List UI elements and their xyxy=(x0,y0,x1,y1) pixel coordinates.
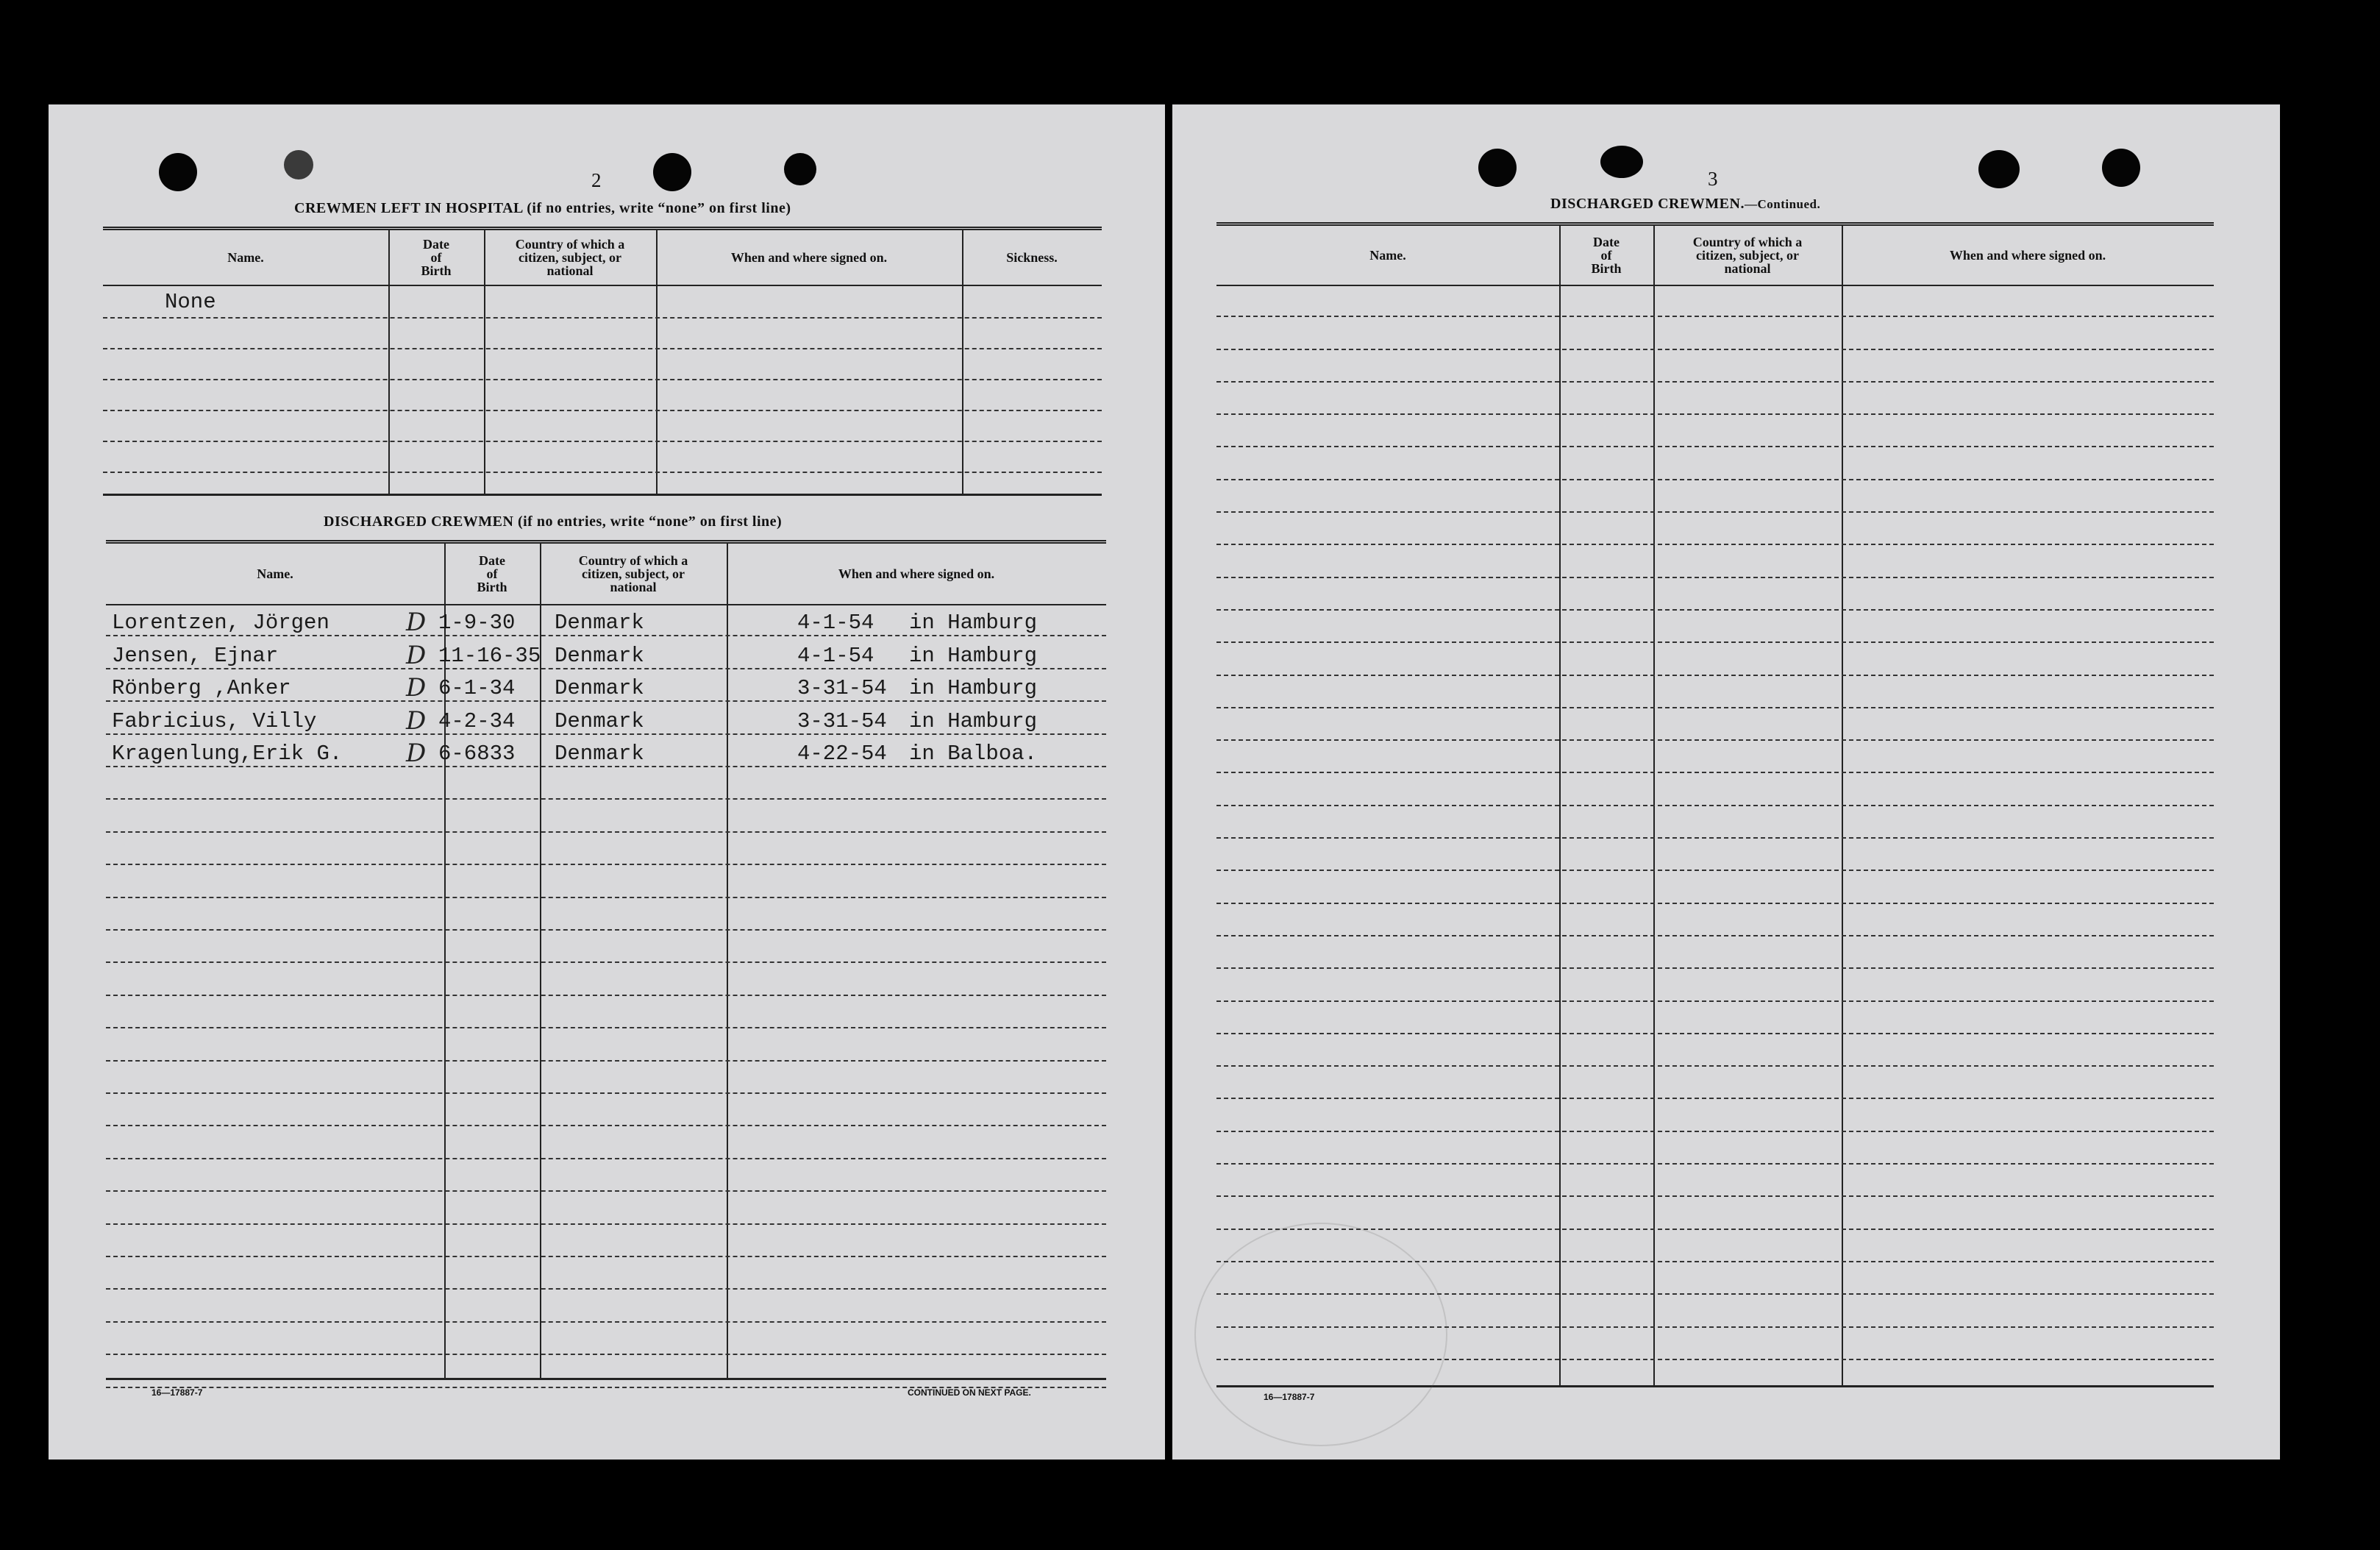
header-sickness: Sickness. xyxy=(1006,250,1058,265)
header-dob: Date of Birth xyxy=(477,553,507,594)
hospital-title: CREWMEN LEFT IN HOSPITAL xyxy=(294,200,523,216)
table-row xyxy=(106,833,1106,865)
continued-title: DISCHARGED CREWMEN. xyxy=(1550,196,1745,212)
table-row xyxy=(1216,741,2214,773)
cell-date: 3-31-54 xyxy=(797,676,887,701)
cell-place: in Hamburg xyxy=(909,611,1038,636)
table-row xyxy=(106,996,1106,1028)
table-row xyxy=(1216,513,2214,545)
punch-hole xyxy=(1600,146,1643,178)
cell-name: Fabricius, Villy xyxy=(112,708,317,733)
table-row xyxy=(1216,774,2214,806)
table-row xyxy=(1216,545,2214,577)
header-country: Country of which a citizen, subject, or national xyxy=(1692,235,1803,276)
cell-dob: 6-6833 xyxy=(438,741,516,766)
table-row xyxy=(106,1062,1106,1094)
table-row xyxy=(1216,317,2214,349)
table-row xyxy=(1216,708,2214,741)
table-row xyxy=(106,1323,1106,1355)
continued-note: CONTINUED ON NEXT PAGE. xyxy=(908,1387,1031,1398)
cell-name: Rönberg ,Anker xyxy=(112,676,291,701)
punch-hole xyxy=(1978,150,2020,188)
left-page xyxy=(49,104,1165,1460)
cell-country: Denmark xyxy=(555,741,644,766)
cell-date: 4-22-54 xyxy=(797,741,887,766)
table-row xyxy=(106,865,1106,897)
faded-stamp xyxy=(1194,1223,1447,1446)
cell-dob: 6-1-34 xyxy=(438,676,516,701)
table-row xyxy=(106,604,1106,636)
table-row xyxy=(1216,415,2214,447)
table-row xyxy=(103,319,1102,349)
hospital-table xyxy=(103,227,1102,496)
table-row xyxy=(106,669,1106,702)
table-row xyxy=(103,411,1102,442)
table-row xyxy=(1216,1034,2214,1067)
cell-date: 4-1-54 xyxy=(797,611,874,636)
table-row xyxy=(106,1094,1106,1126)
discharged-title: DISCHARGED CREWMEN xyxy=(324,513,514,530)
table-header xyxy=(1216,226,2214,286)
header-dob: Date of Birth xyxy=(1591,235,1622,276)
table-row xyxy=(1216,1165,2214,1197)
handwritten-mark: D xyxy=(406,738,427,768)
page-number: 2 xyxy=(591,169,602,191)
table-row xyxy=(1216,480,2214,513)
header-country: Country of which a citizen, subject, or national xyxy=(578,553,688,594)
punch-hole xyxy=(284,150,313,179)
header-signed: When and where signed on. xyxy=(838,566,995,581)
table-header xyxy=(106,544,1106,605)
table-row xyxy=(106,800,1106,832)
cell-dob: 1-9-30 xyxy=(438,611,516,636)
table-row xyxy=(106,702,1106,734)
table-row xyxy=(1216,350,2214,383)
hospital-first-entry: None xyxy=(165,290,216,314)
page-number: 3 xyxy=(1708,168,1718,190)
table-row xyxy=(106,1126,1106,1159)
continued-title-suffix: —Continued. xyxy=(1744,197,1821,211)
punch-hole xyxy=(784,153,816,185)
table-row xyxy=(106,1028,1106,1061)
hospital-subtitle: (if no entries, write “none” on first line) xyxy=(527,200,791,216)
table-row xyxy=(1216,578,2214,611)
handwritten-mark: D xyxy=(406,640,427,670)
table-header xyxy=(103,230,1102,286)
punch-hole xyxy=(653,153,691,191)
table-row xyxy=(1216,904,2214,936)
table-row xyxy=(103,285,1102,319)
table-row xyxy=(106,735,1106,767)
cell-dob: 4-2-34 xyxy=(438,708,516,733)
table-row xyxy=(1216,1100,2214,1132)
header-name: Name. xyxy=(1369,248,1406,263)
handwritten-mark: D xyxy=(406,608,427,638)
continued-table xyxy=(1216,222,2214,1387)
table-row xyxy=(103,380,1102,411)
table-row xyxy=(106,963,1106,995)
punch-hole xyxy=(2102,149,2140,187)
cell-date: 3-31-54 xyxy=(797,708,887,733)
handwritten-mark: D xyxy=(406,705,427,736)
table-row xyxy=(106,1225,1106,1257)
header-dob: Date of Birth xyxy=(421,237,452,278)
cell-place: in Balboa. xyxy=(909,741,1038,766)
table-row xyxy=(106,636,1106,669)
table-row xyxy=(1216,871,2214,903)
cell-country: Denmark xyxy=(555,676,644,701)
table-row xyxy=(1216,969,2214,1001)
continued-section-title xyxy=(1550,196,1820,213)
table-row xyxy=(106,931,1106,963)
cell-country: Denmark xyxy=(555,643,644,668)
header-signed: When and where signed on. xyxy=(1949,248,2106,263)
table-row xyxy=(1216,1132,2214,1165)
table-row xyxy=(1216,383,2214,415)
header-signed: When and where signed on. xyxy=(730,250,888,265)
table-row xyxy=(103,442,1102,473)
table-row xyxy=(1216,1067,2214,1099)
table-row xyxy=(106,1355,1106,1387)
cell-place: in Hamburg xyxy=(909,643,1038,668)
table-row xyxy=(106,767,1106,800)
table-row xyxy=(106,1192,1106,1224)
table-row xyxy=(1216,643,2214,675)
cell-name: Lorentzen, Jörgen xyxy=(112,611,329,636)
cell-date: 4-1-54 xyxy=(797,643,874,668)
punch-hole xyxy=(1478,149,1517,187)
table-row xyxy=(1216,448,2214,480)
form-number: 16—17887-7 xyxy=(1264,1392,1315,1402)
table-row xyxy=(106,1159,1106,1192)
table-row xyxy=(1216,1002,2214,1034)
table-row xyxy=(106,898,1106,931)
cell-country: Denmark xyxy=(555,708,644,733)
table-row xyxy=(1216,676,2214,708)
cell-place: in Hamburg xyxy=(909,676,1038,701)
table-row xyxy=(1216,285,2214,317)
cell-place: in Hamburg xyxy=(909,708,1038,733)
cell-country: Denmark xyxy=(555,611,644,636)
cell-name: Jensen, Ejnar xyxy=(112,643,279,668)
form-number: 16—17887-7 xyxy=(152,1387,203,1398)
discharged-table xyxy=(106,540,1106,1380)
header-name: Name. xyxy=(227,250,264,265)
cell-dob: 11-16-35 xyxy=(438,643,541,668)
hospital-section-title xyxy=(294,200,791,217)
table-row xyxy=(1216,806,2214,839)
table-row xyxy=(103,349,1102,380)
table-row xyxy=(1216,611,2214,643)
table-row xyxy=(1216,1197,2214,1229)
discharged-subtitle: (if no entries, write “none” on first line) xyxy=(517,513,783,530)
table-row xyxy=(106,1290,1106,1322)
header-name: Name. xyxy=(257,566,293,581)
punch-hole xyxy=(159,153,197,191)
handwritten-mark: D xyxy=(406,673,427,703)
header-country: Country of which a citizen, subject, or national xyxy=(515,237,625,278)
right-page xyxy=(1172,104,2280,1460)
table-row xyxy=(1216,936,2214,969)
table-row xyxy=(106,1257,1106,1290)
table-row xyxy=(1216,839,2214,871)
discharged-section-title xyxy=(324,513,782,530)
cell-name: Kragenlung,Erik G. xyxy=(112,741,343,766)
